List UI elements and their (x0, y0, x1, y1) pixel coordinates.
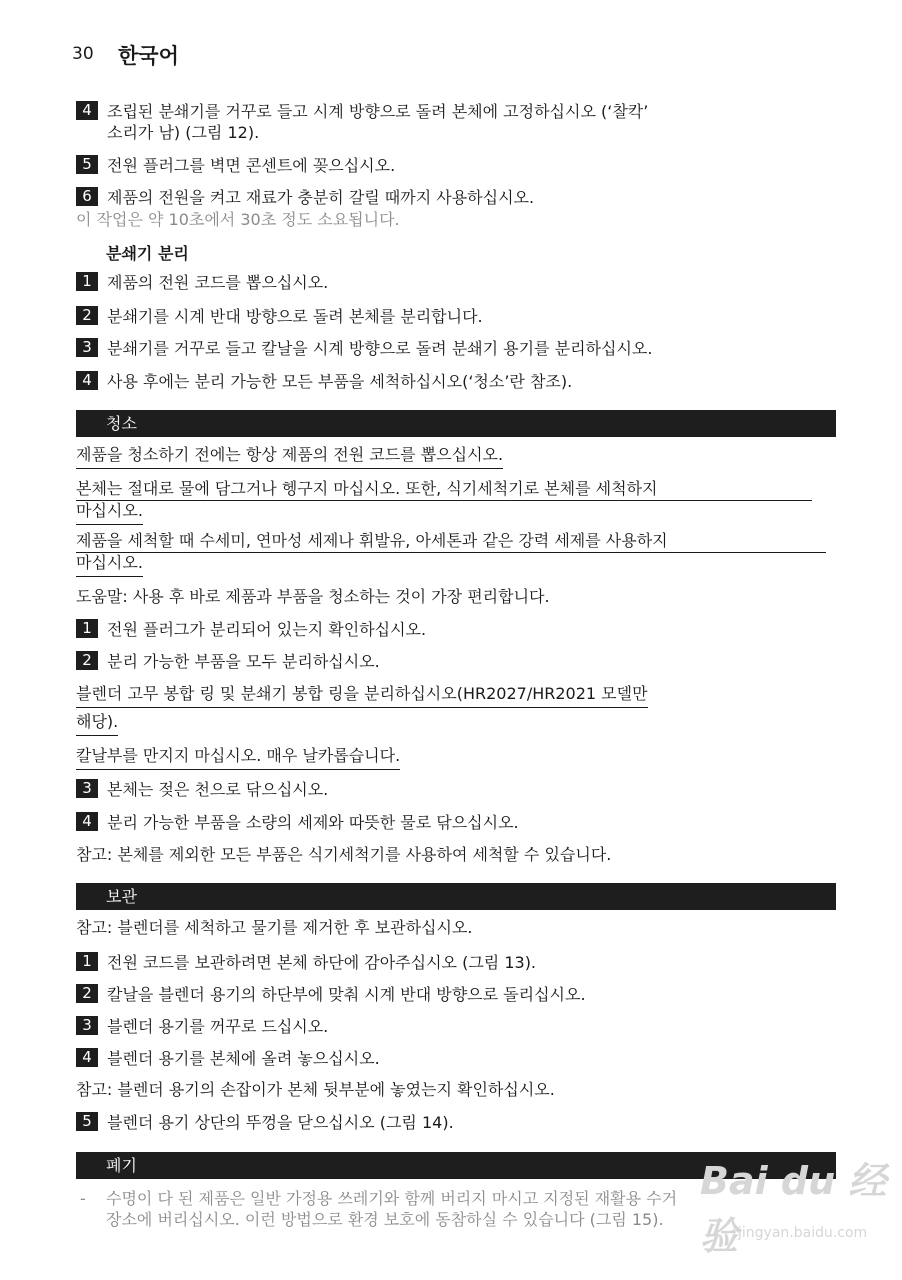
step-item (76, 272, 328, 293)
step-number: 4 (76, 1048, 98, 1067)
step-item (76, 619, 426, 640)
step-item (76, 779, 328, 800)
step-number: 4 (76, 371, 98, 390)
step-text: 사용 후에는 분리 가능한 모든 부품을 세척하십시오(‘청소’란 참조). (107, 372, 573, 391)
tip-text: 도움말: 사용 후 바로 제품과 부품을 청소하는 것이 가장 편리합니다. (76, 587, 550, 606)
warning-block (76, 683, 648, 708)
step-text: 제품의 전원 코드를 뽑으십시오. (107, 273, 329, 292)
step-number: 6 (76, 187, 98, 206)
warning-text: 제품을 세척할 때 수세미, 연마성 세제나 휘발유, 아세톤과 같은 강력 세제를 사용하지 (76, 531, 668, 550)
step-number: 2 (76, 651, 98, 670)
page-number: 30 (72, 44, 94, 64)
grinder-subheading: 분쇄기 분리 (106, 244, 189, 263)
section-title: 폐기 (106, 1156, 137, 1175)
step-item (76, 101, 648, 143)
step-text: 분쇄기를 시계 반대 방향으로 돌려 본체를 분리합니다. (107, 307, 483, 326)
warning-text: 마십시오. (76, 552, 143, 577)
step-number: 4 (76, 812, 98, 831)
step-item (76, 306, 483, 327)
section-header-storage (76, 883, 836, 910)
step-text: 분리 가능한 부품을 모두 분리하십시오. (107, 652, 380, 671)
step-item (76, 155, 395, 176)
watermark-logo: Bai du 经验 (700, 1159, 887, 1258)
step-text: 본체는 젖은 천으로 닦으십시오. (107, 780, 329, 799)
section-title: 보관 (106, 887, 137, 906)
step-text: 칼날을 블렌더 용기의 하단부에 맞춰 시계 반대 방향으로 돌리십시오. (107, 985, 586, 1004)
step-item (76, 1112, 454, 1133)
intro-note: 이 작업은 약 10초에서 30초 정도 소요됩니다. (76, 210, 400, 229)
note-text: 참고: 본체를 제외한 모든 부품은 식기세척기를 사용하여 세척할 수 있습니다. (76, 845, 612, 864)
step-item (76, 338, 652, 359)
step-number: 4 (76, 101, 98, 120)
step-item (76, 651, 380, 672)
section-header-cleaning (76, 410, 836, 437)
warning-text: 본체는 절대로 물에 담그거나 헹구지 마십시오. 또한, 식기세척기로 본체를 세척하지 (76, 479, 658, 498)
step-item (76, 1016, 328, 1037)
step-number: 1 (76, 952, 98, 971)
warning-text: 마십시오. (76, 500, 143, 525)
warning-block (76, 711, 118, 736)
warning-underline (76, 500, 812, 501)
step-number: 3 (76, 338, 98, 357)
step-item (76, 1048, 380, 1069)
step-number: 5 (76, 1112, 98, 1131)
step-item (76, 952, 536, 973)
step-text: 블렌더 용기를 본체에 올려 놓으십시오. (107, 1049, 380, 1068)
warning-block (76, 745, 400, 770)
warning-block (76, 530, 668, 577)
warning-block (76, 478, 657, 525)
disposal-text (106, 1188, 677, 1230)
warning-text: 제품을 청소하기 전에는 항상 제품의 전원 코드를 뽑으십시오. (76, 444, 503, 469)
step-item (76, 187, 534, 208)
page-language-title: 한국어 (118, 44, 179, 68)
step-number: 3 (76, 1016, 98, 1035)
warning-text: 칼날부를 만지지 마십시오. 매우 날카롭습니다. (76, 745, 400, 770)
section-title: 청소 (106, 414, 137, 433)
step-item (76, 984, 586, 1005)
step-text: 전원 플러그를 벽면 콘센트에 꽂으십시오. (107, 156, 396, 175)
step-text: 분쇄기를 거꾸로 들고 칼날을 시계 방향으로 돌려 분쇄기 용기를 분리하십시오. (107, 339, 653, 358)
step-number: 1 (76, 619, 98, 638)
note-text: 참고: 블렌더를 세척하고 물기를 제거한 후 보관하십시오. (76, 918, 473, 937)
disposal-line: 장소에 버리십시오. 이런 방법으로 환경 보호에 동참하실 수 있습니다 (그림 15). (106, 1210, 664, 1229)
step-text: 조립된 분쇄기를 거꾸로 들고 시계 방향으로 돌려 본체에 고정하십시오 (‘찰칵’ (107, 102, 649, 121)
step-number: 3 (76, 779, 98, 798)
bullet-dash: - (80, 1189, 86, 1208)
step-text: 블렌더 용기를 꺼꾸로 드십시오. (107, 1017, 329, 1036)
watermark-url: jingyan.baidu.com (738, 1225, 868, 1241)
step-item (76, 371, 572, 392)
warning-text: 해당). (76, 711, 118, 736)
step-number: 2 (76, 984, 98, 1003)
note-text: 참고: 블렌더 용기의 손잡이가 본체 뒷부분에 놓였는지 확인하십시오. (76, 1080, 555, 1099)
step-text: 전원 플러그가 분리되어 있는지 확인하십시오. (107, 620, 427, 639)
warning-text: 블렌더 고무 봉합 링 및 분쇄기 봉합 링을 분리하십시오(HR2027/HR2021 모델만 (76, 683, 648, 708)
step-text: 소리가 남) (그림 12). (107, 123, 260, 142)
step-item (76, 812, 519, 833)
step-text: 제품의 전원을 켜고 재료가 충분히 갈릴 때까지 사용하십시오. (107, 188, 535, 207)
step-text: 전원 코드를 보관하려면 본체 하단에 감아주십시오 (그림 13). (107, 953, 537, 972)
step-text: 분리 가능한 부품을 소량의 세제와 따뜻한 물로 닦으십시오. (107, 813, 519, 832)
step-text: 블렌더 용기 상단의 뚜껑을 닫으십시오 (그림 14). (107, 1113, 454, 1132)
disposal-line: 수명이 다 된 제품은 일반 가정용 쓰레기와 함께 버리지 마시고 지정된 재활용 수거 (106, 1189, 678, 1208)
warning-block (76, 444, 503, 469)
step-number: 2 (76, 306, 98, 325)
warning-underline (76, 552, 826, 553)
step-number: 1 (76, 272, 98, 291)
step-number: 5 (76, 155, 98, 174)
